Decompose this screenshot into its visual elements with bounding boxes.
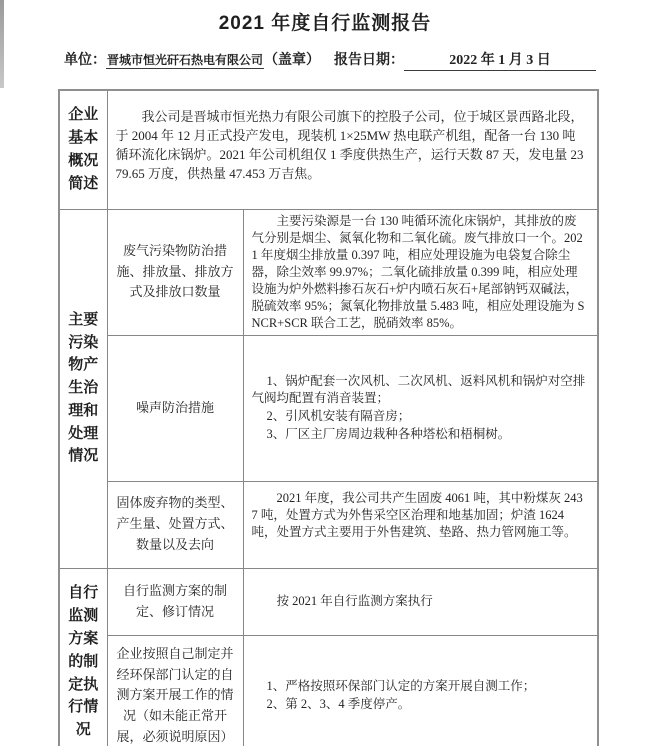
cell-company-profile-content: 我公司是晋城市恒光热力有限公司旗下的控股子公司，位于城区景西路北段，于 2004 年 12 月正式投产发电，现装机 1×25MW 热电联产机组，配备一台 130 吨循环流化床锅炉。2021 年公司机组仅 1 季度供热生产，运行天数 87 天，发电量 2379.65 万度，供热量 47.453 万吉焦。 [107, 90, 598, 209]
noise-detail-line: 3、厂区主厂房周边栽种各种塔松和梧桐树。 [266, 426, 511, 441]
cell-plan-revision-item: 自行监测方案的制定、修订情况 [107, 568, 243, 635]
execution-detail-line: 1、严格按照环保部门认定的方案开展自测工作； [266, 678, 536, 693]
cell-solid-waste-item: 固体废弃物的类型、产生量、处置方式、数量以及去向 [107, 481, 243, 568]
cell-pollution-section-label: 主要污染物产生治理和处理情况 [59, 209, 107, 568]
row-waste-gas [59, 209, 598, 335]
row-plan-execution [59, 635, 598, 746]
cell-noise-detail [243, 335, 598, 481]
monitoring-report-table [58, 89, 599, 746]
cell-company-profile-label: 企业基本概况简述 [59, 90, 107, 209]
report-date-label: 报告日期： [334, 53, 405, 68]
cell-self-monitoring-section-label: 自行监测方案的制定执行情况 [59, 568, 107, 746]
cell-solid-waste-detail: 2021 年度，我公司共产生固废 4061 吨，其中粉煤灰 2437 吨，处置方式为外售采空区治理和地基加固；炉渣 1624 吨，处置方式主要用于外售建筑、垫路、热力管网施工等。 [243, 481, 598, 568]
row-noise [59, 335, 598, 481]
cell-plan-execution-detail [243, 635, 598, 746]
cell-waste-gas-detail: 主要污染源是一台 130 吨循环流化床锅炉，其排放的废气分别是烟尘、氮氧化物和二氧化硫。废气排放口一个。2021 年度烟尘排放量 0.397 吨，相应处理设施为电袋复合除尘器，除尘效率 99.97%；二氧化硫排放量 0.399 吨，相应处理设施为炉外燃料掺石灰石+炉内喷石灰石+尾部钠钙双碱法，脱硫效率 95%；氮氧化物排放量 5.483 吨，相应处理设施为 SNCR+SCR 联合工艺，脱硝效率 85%。 [243, 209, 598, 335]
row-company-profile [59, 90, 598, 209]
noise-detail-line: 2、引风机安装有隔音房； [266, 408, 411, 423]
seal-note: （盖章） [264, 53, 321, 68]
unit-line [64, 49, 604, 71]
cell-plan-revision-detail: 按 2021 年自行监测方案执行 [243, 568, 598, 635]
cell-plan-execution-item: 企业按照自己制定并经环保部门认定的自测方案开展工作的情况（如未能正常开展，必须说明原因） [107, 635, 243, 746]
cell-noise-item: 噪声防治措施 [107, 335, 243, 481]
cell-waste-gas-item: 废气污染物防治措施、排放量、排放方式及排放口数量 [107, 209, 243, 335]
unit-label: 单位： [64, 53, 106, 68]
report-date-value: 2022 年 1 月 3 日 [404, 49, 596, 71]
noise-detail-line: 1、锅炉配套一次风机、二次风机、返料风机和锅炉对空排气阀均配置有消音装置； [251, 373, 586, 405]
row-solid-waste [59, 481, 598, 568]
execution-detail-line: 2、第 2、3、4 季度停产。 [266, 696, 411, 711]
unit-name: 晋城市恒光矸石热电有限公司 [107, 53, 264, 67]
row-plan-revision [59, 568, 598, 635]
report-title: 2021 年度自行监测报告 [218, 13, 432, 34]
